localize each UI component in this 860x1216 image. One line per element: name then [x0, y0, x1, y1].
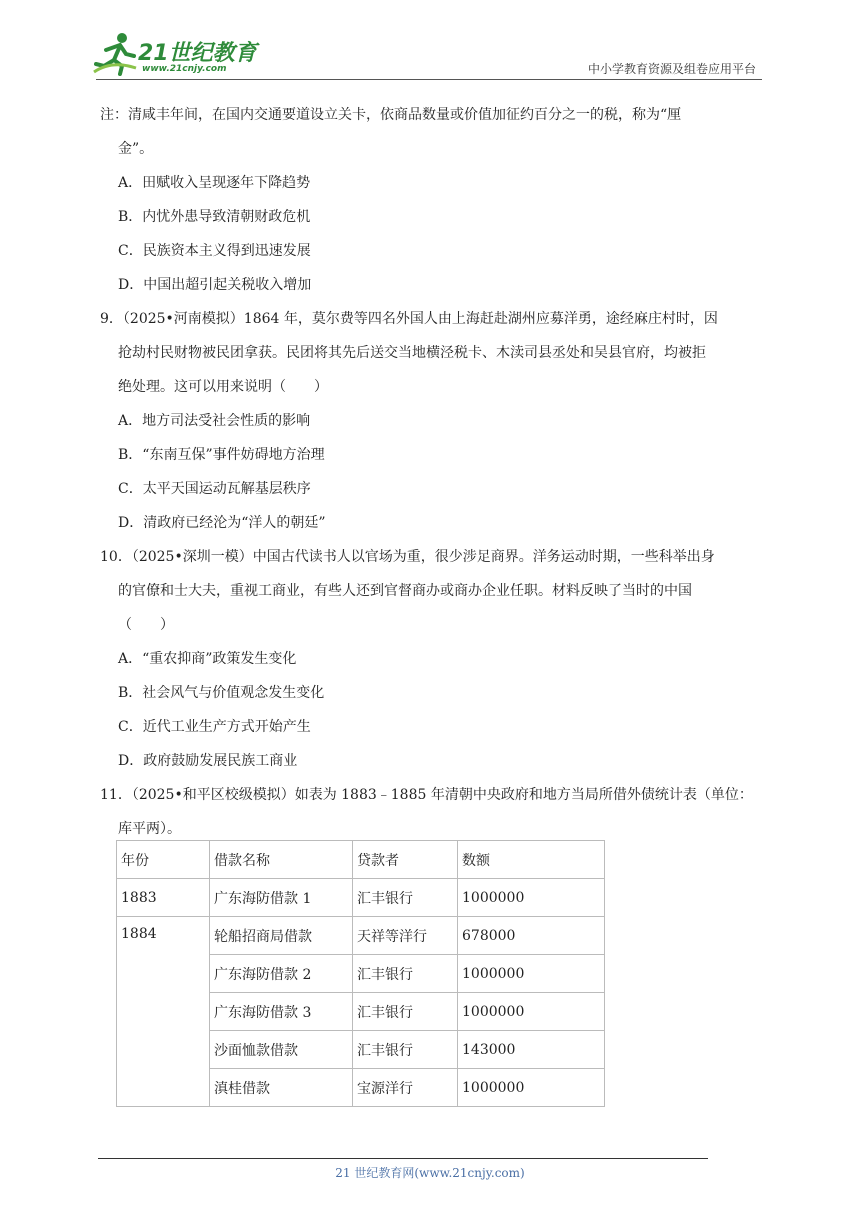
table-header-cell: 借款名称 [210, 841, 353, 879]
q9-stem-2: 抢劫村民财物被民团拿获。民团将其先后送交当地横泾税卡、木渎司县丞处和吴县官府，均被拒 [118, 345, 706, 361]
table-cell: 汇丰银行 [353, 955, 458, 993]
table-cell: 143000 [458, 1031, 605, 1069]
q9-option-c: C．太平天国运动瓦解基层秩序 [118, 481, 311, 497]
q10-stem-1: 10．（2025•深圳一模）中国古代读书人以官场为重，很少涉足商界。洋务运动时期，一些科举出身 [100, 549, 715, 565]
table-header-cell: 数额 [458, 841, 605, 879]
table-cell: 1883 [117, 879, 210, 917]
table-cell: 汇丰银行 [353, 1031, 458, 1069]
note-line-1: 注：清咸丰年间，在国内交通要道设立关卡，依商品数量或价值加征约百分之一的税，称为“厘 [100, 107, 682, 123]
q11-stem-2: 库平两）。 [118, 821, 181, 837]
table-cell: 汇丰银行 [353, 879, 458, 917]
q9-stem-1: 9．（2025•河南模拟）1864 年，莫尔费等四名外国人由上海赶赴湖州应募洋勇，途经麻庄村时，因 [100, 311, 718, 327]
site-logo [92, 30, 262, 80]
q9-option-a: A．地方司法受社会性质的影响 [118, 413, 311, 429]
q8-option-a: A．田赋收入呈现逐年下降趋势 [118, 175, 311, 191]
note-line-2: 金”。 [118, 141, 154, 157]
table-cell: 1000000 [458, 1069, 605, 1107]
q8-option-c: C．民族资本主义得到迅速发展 [118, 243, 311, 259]
table-cell: 1000000 [458, 879, 605, 917]
table-cell: 678000 [458, 917, 605, 955]
q10-option-d: D．政府鼓励发展民族工商业 [118, 753, 298, 769]
table-cell: 广东海防借款 2 [210, 955, 353, 993]
q10-option-a: A．“重农抑商”政策发生变化 [118, 651, 297, 667]
table-cell: 广东海防借款 1 [210, 879, 353, 917]
q10-option-b: B．社会风气与价值观念发生变化 [118, 685, 325, 701]
footer-divider [98, 1158, 708, 1159]
table-cell: 1000000 [458, 955, 605, 993]
table-row [117, 917, 605, 955]
table-cell: 汇丰银行 [353, 993, 458, 1031]
table-header-cell: 贷款者 [353, 841, 458, 879]
table-cell: 天祥等洋行 [353, 917, 458, 955]
table-cell: 宝源洋行 [353, 1069, 458, 1107]
q11-stem-1: 11．（2025•和平区校级模拟）如表为 1883﹣1885 年清朝中央政府和地方当局所借外债统计表（单位： [100, 787, 753, 803]
foreign-debt-table [116, 840, 605, 1107]
q9-option-d: D．清政府已经沦为“洋人的朝廷” [118, 515, 326, 531]
q10-stem-3: （ ） [118, 617, 174, 633]
table-cell: 广东海防借款 3 [210, 993, 353, 1031]
table-cell: 滇桂借款 [210, 1069, 353, 1107]
table-cell: 1000000 [458, 993, 605, 1031]
question-content [100, 98, 770, 846]
header-divider [96, 79, 762, 80]
footer-text: 21 世纪教育网(www.21cnjy.com) [335, 1166, 525, 1180]
q8-option-b: B．内忧外患导致清朝财政危机 [118, 209, 311, 225]
table-cell: 轮船招商局借款 [210, 917, 353, 955]
runner-icon [92, 30, 138, 76]
logo-url: www.21cnjy.com [142, 64, 227, 74]
q9-option-b: B．“东南互保”事件妨碍地方治理 [118, 447, 325, 463]
q9-stem-3: 绝处理。这可以用来说明（ ） [118, 379, 328, 395]
q10-option-c: C．近代工业生产方式开始产生 [118, 719, 311, 735]
table-header-cell: 年份 [117, 841, 210, 879]
table-cell-year: 1884 [117, 917, 210, 1107]
table-row [117, 879, 605, 917]
logo-text: 21世纪教育 [138, 41, 257, 66]
table-cell: 沙面恤款借款 [210, 1031, 353, 1069]
table-header-row [117, 841, 605, 879]
q8-option-d: D．中国出超引起关税收入增加 [118, 277, 312, 293]
platform-title: 中小学教育资源及组卷应用平台 [587, 62, 756, 76]
q10-stem-2: 的官僚和士大夫，重视工商业，有些人还到官督商办或商办企业任职。材料反映了当时的中国 [118, 583, 692, 599]
page-header [0, 0, 860, 90]
